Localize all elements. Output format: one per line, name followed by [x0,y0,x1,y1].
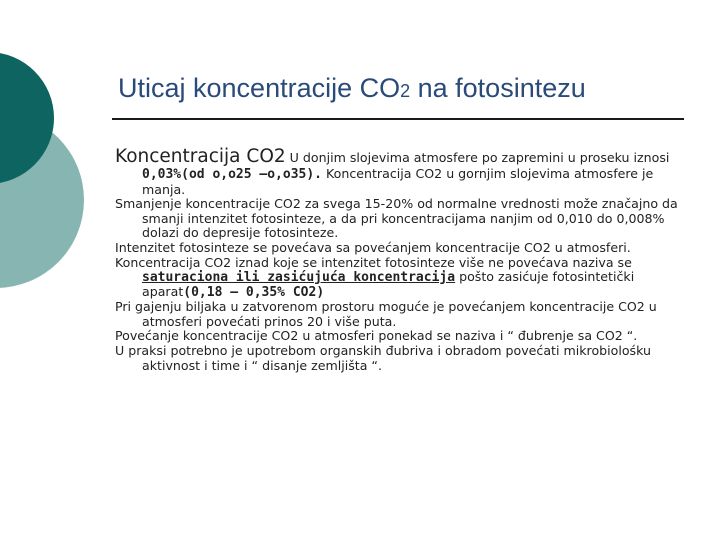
title-subscript: 2 [400,81,411,101]
p1-text-end: Koncentracija CO2 u gornjim slojevima atmosfere je manja. [142,166,654,197]
paragraph-1 [115,146,690,197]
decorative-circles [0,0,110,540]
paragraph-6: Povećanje koncentracije CO2 u atmosferi ponekad se naziva i “ đubrenje sa CO2 “. [115,328,638,344]
p1-heading-sub: 2 [273,146,286,167]
p4-value: (0,18 – 0,35% CO2) [183,285,325,301]
slide-title [118,74,586,104]
title-main: Uticaj koncentracije CO [118,73,401,103]
p4-text-2: pošto zasićuje fotosintetički aparat [142,269,635,300]
p1-heading: Koncentracija CO [115,146,274,167]
p4-term: saturaciona ili zasićujuća koncentracija [142,270,456,286]
paragraph-5: Pri gajenju biljaka u zatvorenom prostoru moguće je povećanjem koncentracije CO2 u atmosferi povećati prinos 20 i više puta. [115,299,657,329]
paragraph-3: Intenzitet fotosinteze se povećava sa povećanjem koncentracije CO2 u atmosferi. [115,239,631,255]
paragraph-2: Smanjenje koncentracije CO2 za svega 15-20% od normalne vrednosti može značajno da smanji intenzitet fotosinteze, a da pri koncentracijama nanjim od 0,010 do 0,008% dolazi do depresije fotosinteze. [115,196,678,241]
p1-text: U donjim slojevima atmosfere po zapremini u proseku iznosi [285,150,670,165]
p4-text: Koncentracija CO2 iznad koje se intenzitet fotosinteze više ne povećava naziva se [115,254,632,270]
paragraph-4 [115,256,690,301]
title-rest: na fotosintezu [410,73,586,103]
title-underline [112,118,684,120]
paragraph-7: U praksi potrebno je upotrebom organskih đubriva i obradom povećati mikrobiolośku aktivnost i time i “ disanje zemljišta “. [115,343,652,373]
slide-body [115,146,690,373]
p1-value: 0,03%(od o,o25 –o,o35). [142,167,323,183]
